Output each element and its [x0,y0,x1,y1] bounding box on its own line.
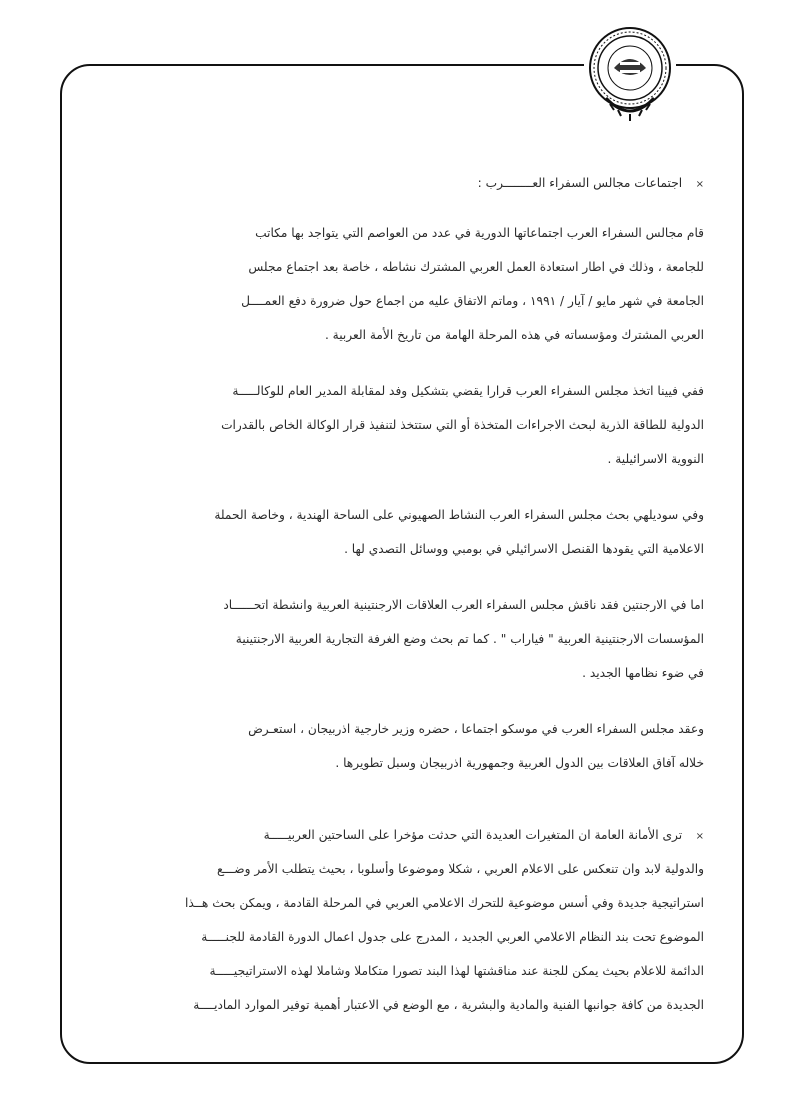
heading-text: اجتماعات مجالس السفراء العــــــــرب : [477,176,683,190]
paragraph-line: العربي المشترك ومؤسساته في هذه المرحلة الهامة من تاريخ الأمة العربية . [324,328,704,342]
paragraph-line: ففي فيينا اتخذ مجلس السفراء العرب قرارا يقضي بتشكيل وفد لمقابلة المدير العام للوكالـــــة [232,384,704,398]
document-body [108,166,704,1022]
paragraph-3 [108,498,704,566]
paragraph-line: الدائمة للاعلام بحيث يمكن للجنة عند مناقشتها لهذا البند تصورا متكاملا وشاملا لهذه الاستراتيجيـــــة [209,964,704,978]
paragraph-line: النووية الاسرائيلية . [607,452,704,466]
arab-league-emblem-icon [584,20,676,128]
paragraph-5 [108,712,704,780]
paragraph-line: خلاله آفاق العلاقات بين الدول العربية وجمهورية اذربيجان وسبل تطويرها . [335,756,704,770]
section-heading [108,166,704,200]
paragraph-line: استراتيجية جديدة وفي أسس موضوعية للتحرك الاعلامي العربي في المرحلة القادمة ، ويمكن بحث هــذا [185,896,704,910]
paragraph-2 [108,374,704,476]
paragraph-4 [108,588,704,690]
paragraph-first-line-text: ترى الأمانة العامة ان المتغيرات العديدة التي حدثت مؤخرا على الساحتين العربيـــــة [263,828,683,842]
paragraph-line: اما في الارجنتين فقد ناقش مجلس السفراء العرب العلاقات الارجنتينية العربية وانشطة اتحــــــاد [223,598,704,612]
bullet-mark: × [695,179,704,190]
paragraph-line: الجامعة في شهر مايو / آيار / ١٩٩١ ، وماتم الاتفاق عليه من اجماع حول ضرورة دفع العمــــل [241,294,704,308]
paragraph-line: وفي سوديلهي بحث مجلس السفراء العرب النشاط الصهيوني على الساحة الهندية ، وخاصة الحملة [214,508,704,522]
paragraph-line: في ضوء نظامها الجديد . [582,666,704,680]
paragraph-6 [108,818,704,1022]
paragraph-line: المؤسسات الارجنتينية العربية " فياراب " . كما تم بحث وضع الغرفة التجارية العربية الارجنتينية [235,632,704,646]
paragraph-line: الموضوع تحت بند النظام الاعلامي العربي الجديد ، المدرج على جدول اعمال الدورة القادمة للجنـــــة [201,930,704,944]
paragraph-line [108,818,704,852]
paragraph-line: والدولية لابد وان تنعكس على الاعلام العربي ، شكلا وموضوعا وأسلوبا ، بحيث يتطلب الأمر وضـــع [217,862,704,876]
bullet-mark: × [695,831,704,842]
paragraph-line: للجامعة ، وذلك في اطار استعادة العمل العربي المشترك نشاطه ، خاصة بعد اجتماع مجلس [248,260,704,274]
paragraph-line: الجديدة من كافة جوانبها الفنية والمادية والبشرية ، مع الوضع في الاعتبار أهمية توفير الموارد الماديــــة [193,998,704,1012]
paragraph-line: الاعلامية التي يقودها القنصل الاسرائيلي في بومبي ووسائل التصدي لها . [344,542,704,556]
paragraph-line: الدولية للطاقة الذرية لبحث الاجراءات المتخذة أو التي ستتخذ لتنفيذ قرار الوكالة الخاص بالقدرات [221,418,704,432]
paragraph-line: قام مجالس السفراء العرب اجتماعاتها الدورية في عدد من العواصم التي يتواجد بها مكاتب [255,226,704,240]
paragraph-line: وعقد مجلس السفراء العرب في موسكو اجتماعا ، حضره وزير خارجية اذربيجان ، استعـرض [248,722,704,736]
paragraph-1 [108,216,704,352]
